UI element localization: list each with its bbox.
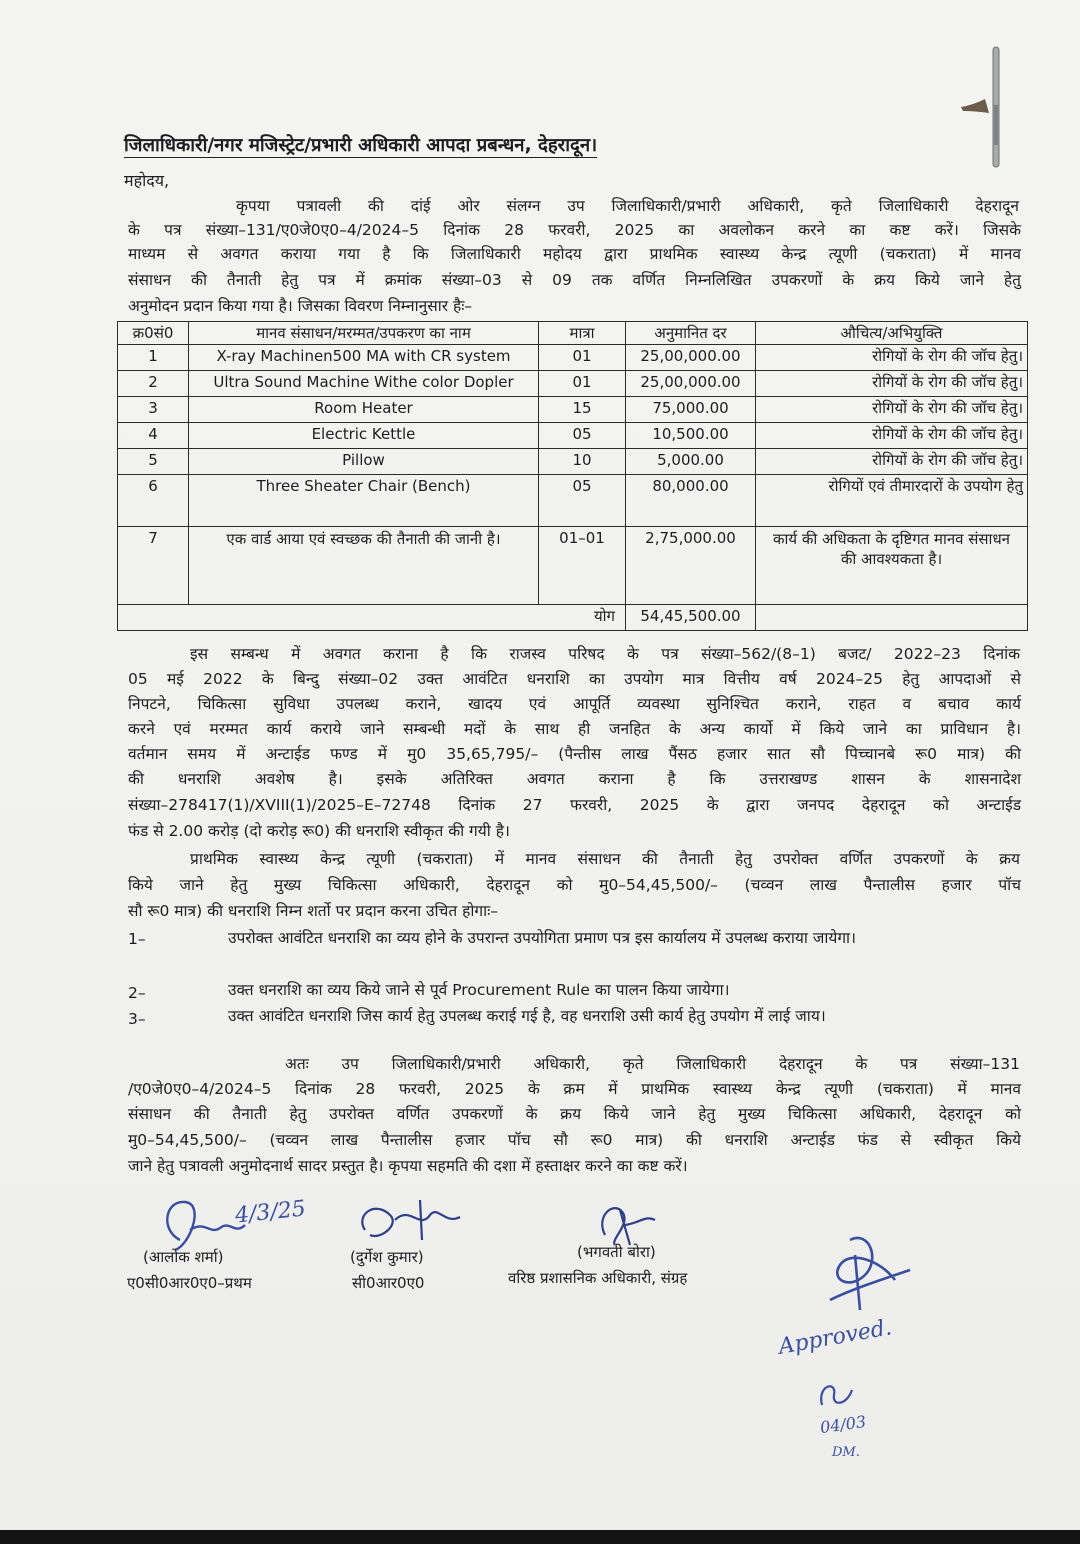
row-rate: 25,00,000.00 [626,345,756,371]
signatory-2-designation: सी0आर0ए0 [352,1274,425,1292]
intro-line-5: अनुमोदन प्रदान किया गया है। जिसका विवरण निम्नानुसार हैः– [128,297,473,315]
row-remark: रोगियों के रोग की जॉच हेतु। [756,345,1028,371]
para2-line-2: 05 मई 2022 के बिन्दु संख्या–02 उक्त आवंटित धनराशि का उपयोग मात्र वित्तीय वर्ष 2024–25 हेतु आपदाओं से [128,670,1021,688]
row-rate: 10,500.00 [626,423,756,449]
table-header-row [118,322,1028,345]
signatory-1-designation: ए0सी0आर0ए0–प्रथम [127,1274,252,1292]
row-remark: रोगियों के रोग की जॉच हेतु। [756,423,1028,449]
para2-line-7: संख्या–278417(1)/XVIII(1)/2025–E–72748 दिनांक 27 फरवरी, 2025 के द्वारा जनपद देहरादून को अन्टाईड [128,796,1021,814]
row-qty: 01 [539,371,626,397]
total-remark-empty [756,605,1028,631]
row-rate: 5,000.00 [626,449,756,475]
row-item: Room Heater [189,397,539,423]
header-remark: औचित्य/अभियुक्ति [756,322,1028,345]
row-serial: 1 [118,345,189,371]
row-item: X-ray Machinen500 MA with CR system [189,345,539,371]
bottom-edge [0,1530,1080,1544]
condition-2-text: उक्त धनराशि का व्यय किये जाने से पूर्व Procurement Rule का पालन किया जायेगा। [228,981,730,999]
row-item: एक वार्ड आया एवं स्वच्छक की तैनाती की जानी है। [189,527,539,605]
row-remark: रोगियों के रोग की जॉच हेतु। [756,397,1028,423]
header-qty: मात्रा [539,322,626,345]
para2-line-6: की धनराशि अवशेष है। इसके अतिरिक्त अवगत कराना है कि उत्तराखण्ड शासन के शासनादेश [128,770,1021,788]
table-row [118,345,1028,371]
table-row [118,527,1028,605]
row-remark: कार्य की अधिकता के दृष्टिगत मानव संसाधन की आवश्यकता है। [756,527,1028,605]
intro-line-1: कृपया पत्रावली की दांई ओर संलग्न उप जिलाधिकारी/प्रभारी अधिकारी, कृते जिलाधिकारी देहरादून [236,197,1019,215]
header-item: मानव संसाधन/मरम्मत/उपकरण का नाम [189,322,539,345]
table-total-row [118,605,1028,631]
row-rate: 2,75,000.00 [626,527,756,605]
para3-line-1: प्राथमिक स्वास्थ्य केन्द्र त्यूणी (चकराता) में मानव संसाधन की तैनाती हेतु उपरोक्त वर्णित उपकरणों के क्रय [190,850,1020,868]
row-serial: 5 [118,449,189,475]
row-remark: रोगियों के रोग की जॉच हेतु। [756,449,1028,475]
salutation: महोदय, [124,171,170,190]
intro-line-3: माध्यम से अवगत कराया गया है कि जिलाधिकारी महोदय द्वारा प्राथमिक स्वास्थ्य केन्द्र त्यूणी (चकराता) में मानव [128,245,1021,263]
table-row [118,449,1028,475]
row-serial: 6 [118,475,189,527]
row-qty: 15 [539,397,626,423]
signature-2-scribble [350,1195,470,1255]
signatory-2-name: (दुर्गेश कुमार) [350,1248,424,1266]
signatory-3-name: (भगवती बोरा) [577,1243,656,1261]
para3-line-3: सौ रू0 मात्र) की धनराशि निम्न शर्तो पर प्रदान करना उचित होगाः– [128,902,499,920]
para4-line-1: अतः उप जिलाधिकारी/प्रभारी अधिकारी, कृते जिलाधिकारी देहरादून के पत्र संख्या–131 [285,1055,1020,1073]
table-row [118,423,1028,449]
para2-line-4: करने एवं मरम्मत कार्य कराये जाने सम्बन्धी मदों के साथ ही जनहित के अन्य कार्यो में किये जाने का प्राविधान है। [128,720,1021,738]
row-qty: 10 [539,449,626,475]
approval-date: 04/03 [818,1411,868,1438]
row-rate: 25,00,000.00 [626,371,756,397]
condition-3-text: उक्त आवंटित धनराशि जिस कार्य हेतु उपलब्ध कराई गई है, वह धनराशि उसी कार्य हेतु उपयोग में लाई जाय। [228,1007,826,1025]
row-item: Electric Kettle [189,423,539,449]
dm-signature-scribble [810,1220,920,1315]
approval-designation: DM. [832,1445,860,1460]
row-rate: 75,000.00 [626,397,756,423]
row-remark: रोगियों के रोग की जॉच हेतु। [756,371,1028,397]
row-remark: रोगियों एवं तीमारदारों के उपयोग हेतु [756,475,1028,527]
condition-1-text: उपरोक्त आवंटित धनराशि का व्यय होने के उपरान्त उपयोगिता प्रमाण पत्र इस कार्यालय में उपलब्ध कराया जायेगा। [228,929,856,947]
row-item: Three Sheater Chair (Bench) [189,475,539,527]
approved-note: Approved. [776,1315,894,1360]
para4-line-5: जाने हेतु पत्रावली अनुमोदनार्थ सादर प्रस्तुत है। कृपया सहमति की दशा में हस्ताक्षर करने का कष्ट करें। [128,1157,688,1175]
row-qty: 01–01 [539,527,626,605]
row-item: Pillow [189,449,539,475]
intro-line-2: के पत्र संख्या–131/ए0जे0ए0–4/2024–5 दिनांक 28 फरवरी, 2025 का अवलोकन करने का कष्ट करें। जिसके [128,221,1021,239]
signatory-3-designation: वरिष्ठ प्रशासनिक अधिकारी, संग्रह [508,1269,688,1287]
header-serial: क्र0सं0 [118,322,189,345]
page-title: जिलाधिकारी/नगर मजिस्ट्रेट/प्रभारी अधिकारी आपदा प्रबन्धन, देहरादून। [124,135,598,156]
table-row [118,475,1028,527]
signature-1-date: 4/3/25 [233,1196,307,1229]
approval-initials-scribble [812,1375,862,1415]
intro-line-4: संसाधन की तैनाती हेतु पत्र में क्रमांक संख्या–03 से 09 तक वर्णित निम्नलिखित उपकरणों के क्रय किये जाने हेतु [128,271,1021,289]
total-label: योग [118,605,626,631]
row-qty: 01 [539,345,626,371]
header-rate: अनुमानित दर [626,322,756,345]
para2-line-5: वर्तमान समय में अन्टाईड फण्ड में मु0 35,65,795/– (पैन्तीस लाख पैंसठ हजार सात सौ पिच्चानबे रू0 मात्र) की [128,745,1021,763]
row-rate: 80,000.00 [626,475,756,527]
row-serial: 2 [118,371,189,397]
table-row [118,371,1028,397]
condition-3-number: 3– [128,1010,146,1028]
row-serial: 3 [118,397,189,423]
row-serial: 4 [118,423,189,449]
condition-2-number: 2– [128,984,146,1002]
table-row [118,397,1028,423]
para4-line-4: मु0–54,45,500/– (चव्वन लाख पैन्तालीस हजार पॉच सौ रू0 मात्र) की धनराशि अन्टाईड फंड से स्वीकृत किये [128,1131,1021,1149]
condition-1-number: 1– [128,930,146,948]
para4-line-3: संसाधन की तैनाती हेतु उपरोक्त वर्णित उपकरणों के क्रय किये जाने हेतु मुख्य चिकित्सा अधिकारी, देहरादून को [128,1105,1021,1123]
para4-line-2: /ए0जे0ए0–4/2024–5 दिनांक 28 फरवरी, 2025 के क्रम में प्राथमिक स्वास्थ्य केन्द्र त्यूणी (चकराता) में मानव [128,1080,1021,1098]
paper-pin-icon [955,45,1005,175]
signatory-1-name: (आलोक शर्मा) [143,1248,224,1266]
total-value: 54,45,500.00 [626,605,756,631]
row-item: Ultra Sound Machine Withe color Dopler [189,371,539,397]
para2-line-1: इस सम्बन्ध में अवगत कराना है कि राजस्व परिषद के पत्र संख्या–562/(8–1) बजट/ 2022–23 दिनांक [190,645,1020,663]
row-qty: 05 [539,475,626,527]
para2-line-8: फंड से 2.00 करोड़ (दो करोड़ रू0) की धनराशि स्वीकृत की गयी है। [128,822,510,840]
row-serial: 7 [118,527,189,605]
para2-line-3: निपटने, चिकित्सा सुविधा उपलब्ध कराने, खादय एवं आपूर्ति व्यवस्था सुनिश्चित कराने, राहत व बचाव कार्य [128,695,1021,713]
para3-line-2: किये जाने हेतु मुख्य चिकित्सा अधिकारी, देहरादून को मु0–54,45,500/– (चव्वन लाख पैन्तालीस हजार पॉच [128,876,1021,894]
equipment-table [117,321,1028,631]
row-qty: 05 [539,423,626,449]
